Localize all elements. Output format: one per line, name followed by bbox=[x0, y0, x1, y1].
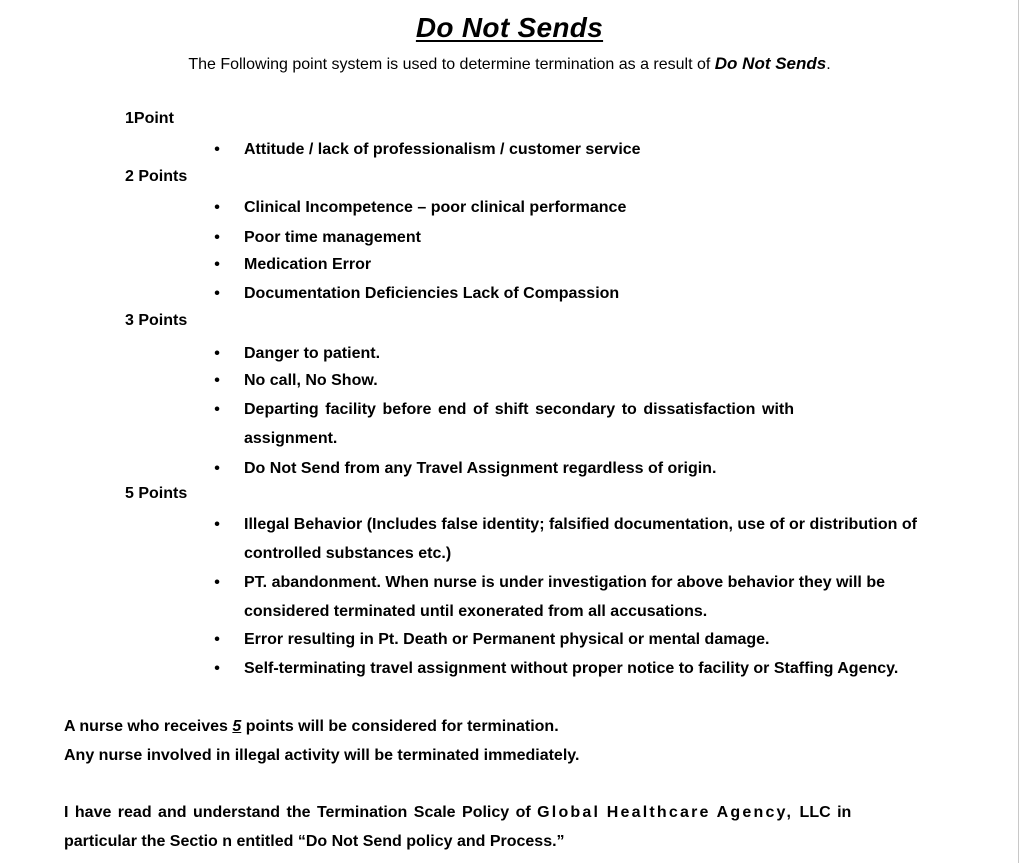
subtitle-suffix: . bbox=[826, 56, 831, 73]
bullet-icon: • bbox=[214, 401, 220, 418]
section-heading-1-point: 1Point bbox=[125, 110, 174, 127]
acknowledgement-prefix: I have read and understand the Termination Scale Policy of bbox=[64, 804, 538, 821]
list-item-text: Documentation Deficiencies Lack of Compassion bbox=[244, 285, 620, 302]
bullet-icon: • bbox=[214, 516, 220, 533]
list-item-text: PT. abandonment. When nurse is under investigation for above behavior they will be considered terminated until exonerated from all accusations. bbox=[244, 574, 885, 620]
page-title: Do Not Sends bbox=[415, 12, 604, 43]
bullet-icon: • bbox=[214, 285, 220, 302]
termination-suffix: points will be considered for termination. bbox=[241, 718, 559, 735]
company-name: Global Healthcare Agency, bbox=[537, 804, 794, 821]
bullet-icon: • bbox=[214, 574, 220, 591]
termination-threshold-line bbox=[64, 712, 559, 741]
bullet-icon: • bbox=[214, 372, 220, 389]
list-item-text: Danger to patient. bbox=[244, 345, 381, 362]
bullet-icon: • bbox=[214, 631, 220, 648]
bullet-icon: • bbox=[214, 229, 220, 246]
section-heading-3-points: 3 Points bbox=[125, 312, 188, 329]
list-item-text: Do Not Send from any Travel Assignment regardless of origin. bbox=[244, 460, 717, 477]
acknowledgement-line-1 bbox=[64, 798, 915, 827]
bullet-icon: • bbox=[214, 460, 220, 477]
list-item-text: No call, No Show. bbox=[244, 372, 378, 389]
subtitle-emphasis: Do Not Sends bbox=[714, 54, 827, 73]
illegal-activity-line: Any nurse involved in illegal activity will be terminated immediately. bbox=[64, 747, 580, 764]
acknowledgement-line-2: particular the Sectio n entitled “Do Not Send policy and Process.” bbox=[64, 833, 565, 850]
termination-points-value: 5 bbox=[232, 718, 242, 735]
page-subtitle bbox=[0, 54, 1019, 74]
list-item-text: Medication Error bbox=[244, 256, 372, 273]
list-item-text: Departing facility before end of shift secondary to dissatisfaction with assignment. bbox=[244, 401, 794, 447]
bullet-icon: • bbox=[214, 141, 220, 158]
section-heading-5-points: 5 Points bbox=[125, 485, 188, 502]
list-item-text: Attitude / lack of professionalism / customer service bbox=[244, 141, 641, 158]
subtitle-prefix: The Following point system is used to determine termination as a result of bbox=[188, 56, 715, 73]
list-item-text: Clinical Incompetence – poor clinical performance bbox=[244, 199, 627, 216]
bullet-icon: • bbox=[214, 256, 220, 273]
acknowledgement-suffix: LLC in bbox=[793, 804, 852, 821]
section-heading-2-points: 2 Points bbox=[125, 168, 188, 185]
list-item-text: Error resulting in Pt. Death or Permanent physical or mental damage. bbox=[244, 631, 770, 648]
bullet-icon: • bbox=[214, 345, 220, 362]
bullet-icon: • bbox=[214, 660, 220, 677]
list-item-text: Poor time management bbox=[244, 229, 421, 246]
list-item-text: Illegal Behavior (Includes false identity; falsified documentation, use of or distribution of controlled substances etc.) bbox=[244, 516, 917, 562]
list-item-text: Self-terminating travel assignment without proper notice to facility or Staffing Agency. bbox=[244, 660, 899, 677]
termination-prefix: A nurse who receives bbox=[64, 718, 233, 735]
bullet-icon: • bbox=[214, 199, 220, 216]
